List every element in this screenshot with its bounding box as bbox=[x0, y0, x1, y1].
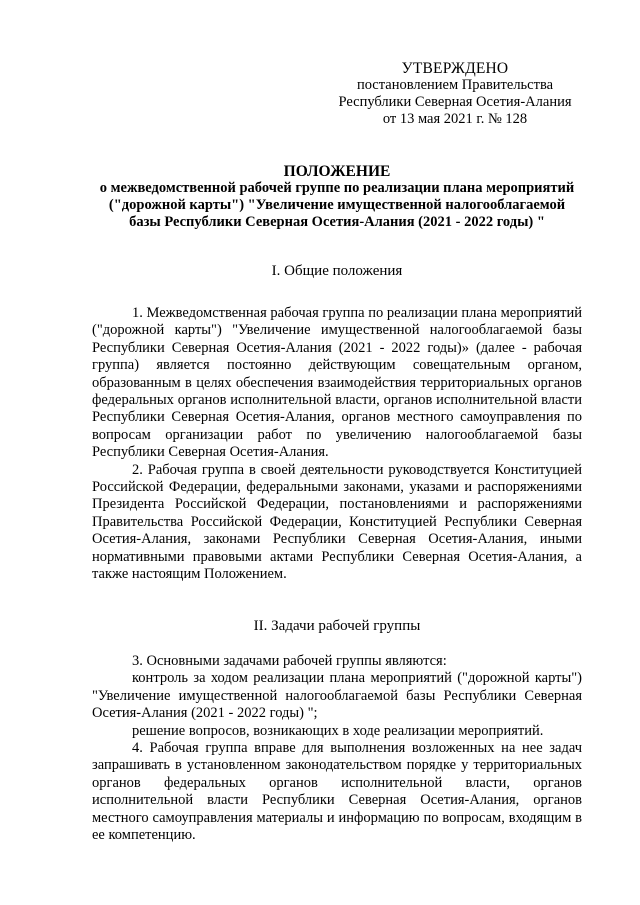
paragraph-2: 2. Рабочая группа в своей деятельности руководствуется Конституцией Российской Федерации, федеральными законами, указами и распоряжениями Президента Российской Федерации, постановлениями и распоряжениями Правительства Российской Федерации, Конституцией Республики Северная Осетия-Алания, законами Республики Северная Осетия-Алания, иными нормативными правовыми актами Республики Северная Осетия-Алания, а также настоящим Положением. bbox=[92, 461, 582, 583]
section-heading-tasks: II. Задачи рабочей группы bbox=[253, 618, 421, 634]
section-body-general bbox=[92, 305, 582, 584]
document-title bbox=[92, 163, 582, 231]
approval-line-2: Республики Северная Осетия-Алания bbox=[338, 94, 572, 110]
paragraph-1: 1. Межведомственная рабочая группа по реализации плана мероприятий ("дорожной карты") "Увеличение имущественной налогооблагаемой базы Республики Северная Осетия-Алания (2021 - 2022 годы)» (далее - рабочая группа) является постоянно действующим совещательным органом, образованным в целях обеспечения взаимодействия территориальных органов федеральных органов исполнительной власти, органов исполнительной власти Республики Северная Осетия-Алания, органов местного самоуправления по вопросам организации работ по увеличению налогооблагаемой базы Республики Северная Осетия-Алания. bbox=[92, 305, 582, 461]
approval-heading: УТВЕРЖДЕНО bbox=[401, 60, 509, 77]
section-body-tasks bbox=[92, 653, 582, 844]
paragraph-4: 4. Рабочая группа вправе для выполнения возложенных на нее задач запрашивать в установленном законодательством порядке у территориальных органов федеральных органов исполнительной власти, органов исполнительной власти Республики Северная Осетия-Алания, органов местного самоуправления материалы и информацию по вопросам, входящим в ее компетенцию. bbox=[92, 740, 582, 844]
title-subtitle: о межведомственной рабочей группе по реализации плана мероприятий ("дорожной карты") "Увеличение имущественной налогооблагаемой базы Республики Северная Осетия-Алания (2021 - 2022 годы) " bbox=[99, 180, 575, 230]
paragraph-3-item-1: контроль за ходом реализации плана мероприятий ("дорожной карты") "Увеличение имущественной налогооблагаемой базы Республики Северная Осетия-Алания (2021 - 2022 годы) "; bbox=[92, 670, 582, 722]
approval-line-1: постановлением Правительства bbox=[356, 77, 554, 93]
title-main: ПОЛОЖЕНИЕ bbox=[283, 163, 391, 180]
paragraph-3: 3. Основными задачами рабочей группы являются: bbox=[132, 653, 447, 669]
approval-block bbox=[330, 60, 580, 128]
paragraph-3-item-2: решение вопросов, возникающих в ходе реализации мероприятий. bbox=[132, 722, 544, 739]
section-heading-general: I. Общие положения bbox=[271, 263, 403, 279]
approval-line-3: от 13 мая 2021 г. № 128 bbox=[382, 111, 528, 127]
